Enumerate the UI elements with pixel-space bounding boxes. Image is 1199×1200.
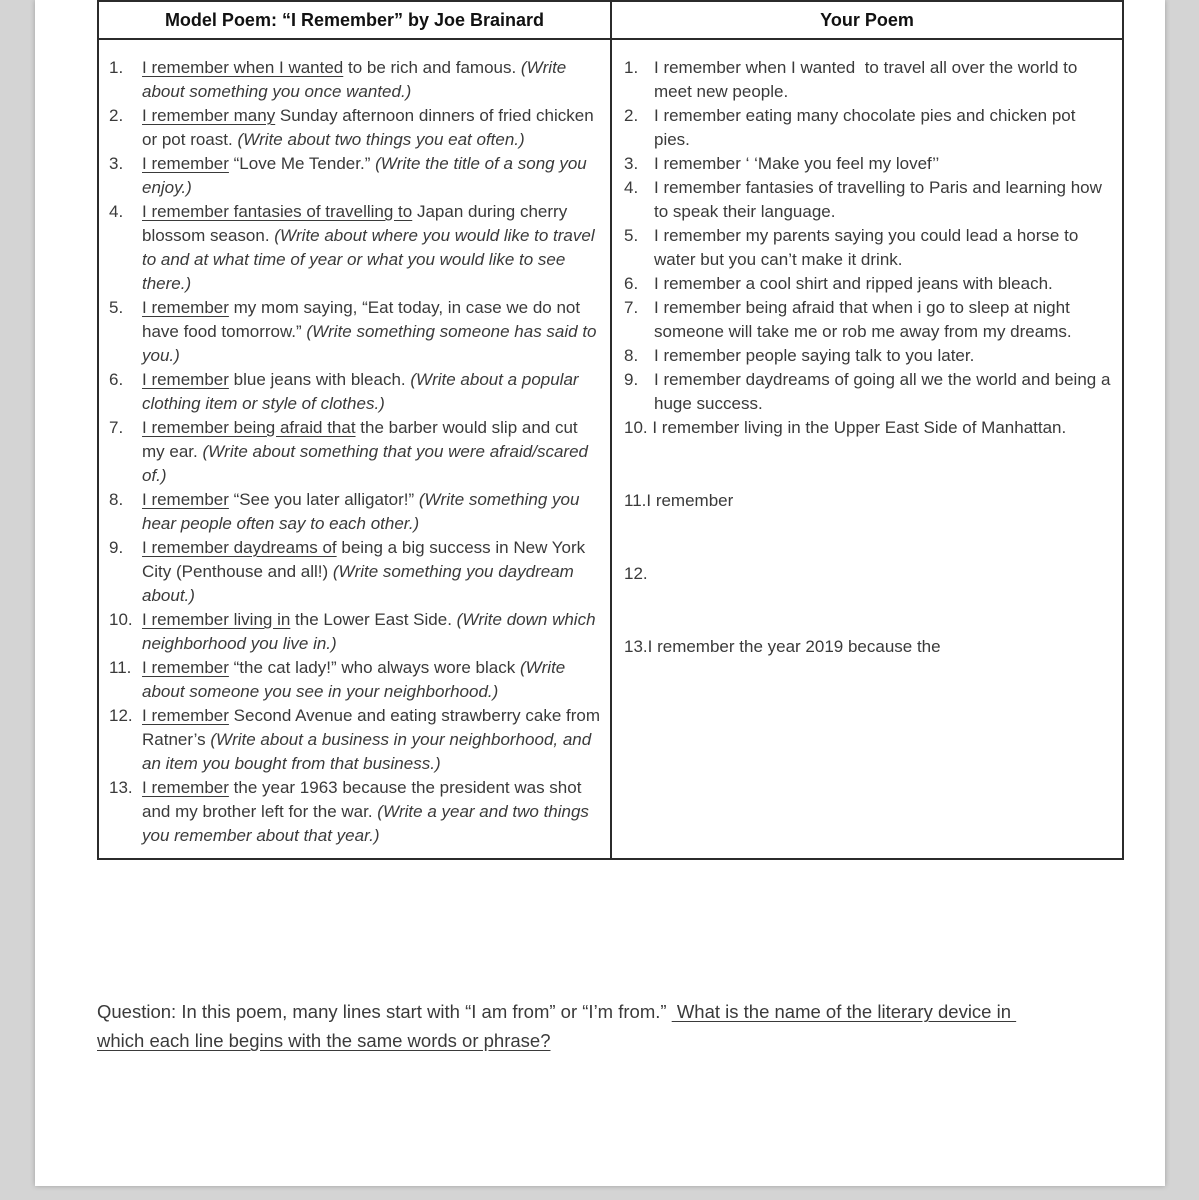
poem-text-segment: I remember fantasies of travelling to (142, 202, 413, 221)
poem-text-segment: I remember (142, 490, 229, 509)
table-header-row (98, 1, 1123, 39)
poem-text-segment: I remember when I wanted to travel all over the world to meet new people. (654, 58, 1083, 101)
item-number: 5. (624, 226, 639, 245)
item-number: 9. (109, 538, 124, 557)
your-poem-item (624, 344, 1114, 368)
poem-text-segment: (Write about something you once wanted.) (142, 58, 571, 101)
poem-text-segment: I remember living in (142, 610, 291, 629)
item-number: 3. (109, 154, 124, 173)
poem-text-segment: (Write something you daydream about.) (142, 562, 579, 605)
poem-text-segment: “the cat lady!” who always wore black (228, 658, 520, 677)
model-poem-item (109, 536, 602, 608)
item-number: 10. (109, 610, 133, 629)
poem-text-segment: “Love Me Tender.” (228, 154, 376, 173)
poem-text-segment: (Write about something that you were afraid/scared of.) (142, 442, 593, 485)
item-number: 12. (109, 706, 133, 725)
poem-text-segment: (Write the title of a song you enjoy.) (142, 154, 592, 197)
poem-text-segment: I remember daydreams of (142, 538, 337, 557)
model-poem-item (109, 152, 602, 200)
poem-text-segment: I remember daydreams of going all we the world and being a huge success. (654, 370, 1116, 413)
poem-text-segment: I remember (142, 658, 229, 677)
model-poem-item (109, 56, 602, 104)
poem-text-segment: the Lower East Side. (290, 610, 457, 629)
your-poem-item (624, 224, 1114, 272)
poem-text-segment: I remember (142, 706, 229, 725)
poem-text-segment: What is the name of the literary device in which each line begins with the same words or phrase? (97, 1001, 1017, 1051)
poem-text-segment: “See you later alligator!” (228, 490, 419, 509)
poem-text-segment: I remember being afraid that (142, 418, 356, 437)
poem-text-segment: I remember (142, 370, 229, 389)
item-text (654, 224, 1114, 272)
poem-text-segment: (Write a year and two things you remember about that year.) (142, 802, 594, 845)
item-number: 5. (109, 298, 124, 317)
poem-text-segment: I remember being afraid that when i go to sleep at night someone will take me or rob me away from my dreams. (654, 298, 1075, 341)
item-text (142, 56, 602, 104)
item-number: 11. (109, 658, 132, 677)
your-poem-item (624, 296, 1114, 344)
item-number: 2. (624, 106, 639, 125)
poem-text-segment: (Write something you hear people often say to each other.) (142, 490, 585, 533)
poem-text-segment: (Write about someone you see in your neighborhood.) (142, 658, 570, 701)
poem-text-segment: Question: In this poem, many lines start with “I am from” or “I’m from.” (97, 1001, 672, 1022)
question-text (97, 997, 1047, 1055)
poem-text-segment: Japan during cherry blossom season. (142, 202, 572, 245)
poem-text-segment: I remember fantasies of travelling to Paris and learning how to speak their language. (654, 178, 1107, 221)
item-text (654, 176, 1114, 224)
model-poem-list (109, 56, 605, 848)
your-poem-item (624, 56, 1114, 104)
your-poem-item (624, 104, 1114, 152)
poem-text-segment: (Write about two things you eat often.) (237, 130, 525, 149)
item-text (142, 296, 602, 368)
worksheet-page (35, 0, 1165, 1186)
your-poem-item (624, 176, 1114, 224)
model-poem-header: Model Poem: “I Remember” by Joe Brainard (98, 1, 611, 39)
poem-text-segment: I remember many (142, 106, 276, 125)
poem-text-segment: blue jeans with bleach. (228, 370, 411, 389)
item-number: 2. (109, 106, 124, 125)
item-number: 7. (624, 298, 639, 317)
poem-text-segment: I remember (142, 154, 229, 173)
item-number: 13. (109, 778, 133, 797)
item-number: 4. (624, 178, 639, 197)
item-text (654, 344, 1114, 368)
item-number: 6. (624, 274, 639, 293)
model-poem-item (109, 488, 602, 536)
item-text (654, 56, 1114, 104)
item-text (142, 488, 602, 536)
model-poem-item (109, 416, 602, 488)
poem-text-segment: I remember when I wanted (142, 58, 344, 77)
item-text (142, 608, 602, 656)
your-poem-cell (611, 39, 1123, 859)
item-number: 8. (624, 346, 639, 365)
model-poem-item (109, 296, 602, 368)
poem-text-segment: I remember my parents saying you could lead a horse to water but you can’t make it drink. (654, 226, 1084, 269)
poem-text-segment: (Write about a popular clothing item or style of clothes.) (142, 370, 584, 413)
poem-text-segment: I remember (142, 298, 229, 317)
poem-text-segment: I remember a cool shirt and ripped jeans with bleach. (654, 274, 1053, 293)
poem-text-segment: being a big success in New York City (Penthouse and all!) (142, 538, 590, 581)
item-text (142, 704, 605, 776)
item-text (142, 536, 602, 608)
item-text (654, 296, 1114, 344)
your-poem-item (624, 152, 1114, 176)
item-number: 9. (624, 370, 639, 389)
poem-table (97, 0, 1124, 860)
model-poem-item (109, 104, 602, 152)
item-number: 1. (624, 58, 639, 77)
item-number: 7. (109, 418, 124, 437)
your-poem-item: 13.I remember the year 2019 because the (624, 637, 941, 656)
model-poem-item (109, 368, 602, 416)
item-number: 4. (109, 202, 124, 221)
poem-text-segment: to be rich and famous. (343, 58, 521, 77)
poem-text-segment: Second Avenue and eating strawberry cake from Ratner’s (142, 706, 605, 749)
item-number: 1. (109, 58, 124, 77)
item-text (142, 104, 602, 152)
poem-text-segment: the barber would slip and cut my ear. (142, 418, 583, 461)
item-text (142, 200, 602, 296)
your-poem-item: 10. I remember living in the Upper East Side of Manhattan. (624, 418, 1067, 437)
your-poem-item: 12. (624, 564, 648, 583)
poem-text-segment: (Write about a business in your neighborhood, and an item you bought from that business.) (142, 730, 596, 773)
item-number: 8. (109, 490, 124, 509)
poem-text-segment: I remember (142, 778, 229, 797)
poem-text-segment: I remember eating many chocolate pies and chicken pot pies. (654, 106, 1081, 149)
poem-text-segment: I remember ‘ ‘Make you feel my lovef’’ (654, 154, 940, 173)
item-text (142, 416, 602, 488)
model-poem-item (109, 656, 602, 704)
item-text (142, 368, 602, 416)
your-poem-item (624, 272, 1114, 296)
poem-text-segment: Sunday afternoon dinners of fried chicken or pot roast. (142, 106, 599, 149)
model-poem-item (109, 200, 602, 296)
model-poem-item (109, 704, 605, 776)
item-text (142, 656, 602, 704)
poem-text-segment: the year 1963 because the president was shot and my brother left for the war. (142, 778, 587, 821)
model-poem-cell (98, 39, 611, 859)
item-text (142, 152, 602, 200)
item-number: 6. (109, 370, 124, 389)
item-text (654, 272, 1114, 296)
model-poem-item (109, 608, 602, 656)
poem-text-segment: (Write down which neighborhood you live in.) (142, 610, 601, 653)
table-body-row (98, 39, 1123, 859)
item-text (654, 104, 1114, 152)
item-text (654, 368, 1114, 416)
your-poem-header: Your Poem (611, 1, 1123, 39)
poem-text-segment: (Write about where you would like to travel to and at what time of year or what you would like to see there.) (142, 226, 600, 293)
your-poem-item (624, 368, 1114, 416)
your-poem-item: 11.I remember (624, 491, 734, 510)
model-poem-item (109, 776, 602, 848)
your-poem-list (624, 56, 1114, 659)
item-number: 3. (624, 154, 639, 173)
item-text (654, 152, 1114, 176)
item-text (142, 776, 602, 848)
poem-text-segment: I remember people saying talk to you later. (654, 346, 975, 365)
poem-text-segment: my mom saying, “Eat today, in case we do not have food tomorrow.” (142, 298, 585, 341)
poem-text-segment: (Write something someone has said to you.) (142, 322, 602, 365)
